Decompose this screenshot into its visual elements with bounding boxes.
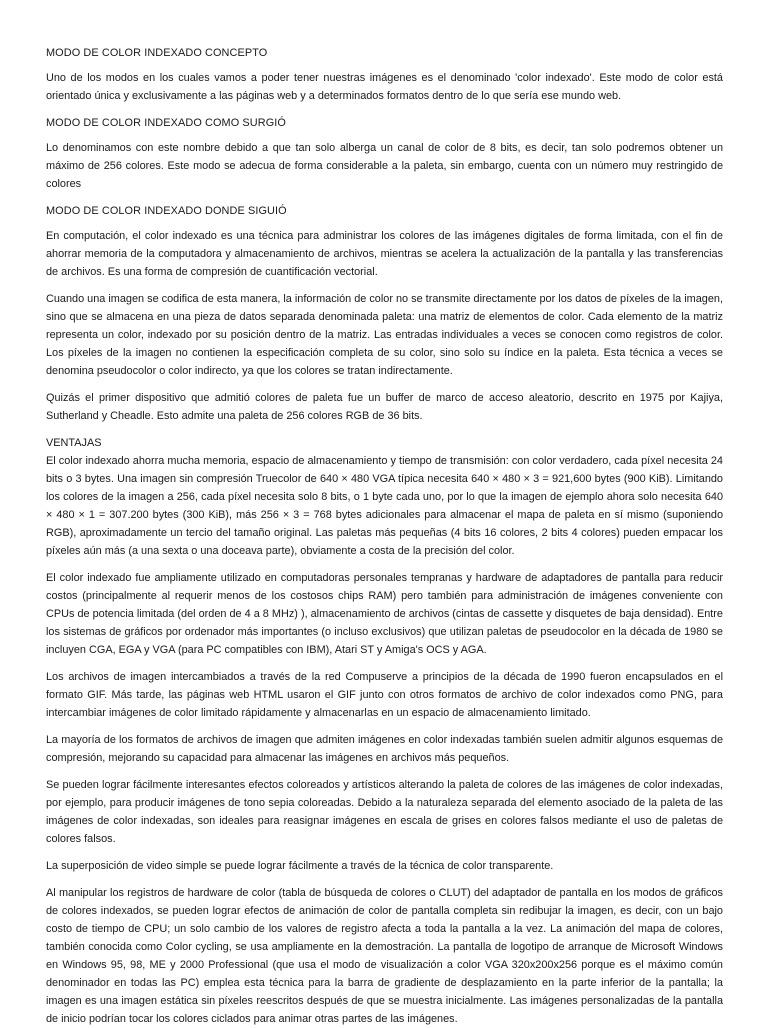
paragraph-computacion: En computación, el color indexado es una técnica para administrar los colores de las imágenes digitales de forma limitada, con el fin de ahorrar memoria de la computadora y almacenamiento de archivos, mientras se acelera la actualización de la pantalla y las transferencias de archivos. Es una forma de compresión de cuantificación vectorial. (46, 230, 723, 278)
paragraph-concepto: Uno de los modos en los cuales vamos a poder tener nuestras imágenes es el denominado 'color indexado'. Este modo de color está orientado única y exclusivamente a las páginas web y a determinados formatos dentro de lo que sería ese mundo web. (46, 72, 723, 102)
paragraph-registros-hardware: Al manipular los registros de hardware de color (tabla de búsqueda de colores o CLUT) del adaptador de pantalla en los modos de gráficos de colores indexados, se pueden lograr efectos de animación de color de pantalla completa sin redibujar la imagen, es decir, con un bajo costo de tiempo de CPU; un solo cambio de los valores de registro afecta a toda la pantalla a la vez. La animación del mapa de colores, también conocida como Color cycling, se usa ampliamente en la demostración. La pantalla de logotipo de arranque de Microsoft Windows en Windows 95, 98, ME y 2000 Professional (que usa el modo de visualización a color VGA 320x200x256 porque es el máximo común denominador en todas las PC) emplea esta técnica para la barra de gradiente de desplazamiento en la parte inferior de la pantalla; la imagen es una imagen estática sin píxeles reescritos después de que se muestra inicialmente. Las imágenes personalizadas de la pantalla de inicio podrían tocar los colores ciclados para animar otras partes de las imágenes. (46, 887, 723, 1025)
heading-donde-siguio: MODO DE COLOR INDEXADO DONDE SIGUIÓ (46, 205, 287, 217)
paragraph-efectos-coloreados: Se pueden lograr fácilmente interesantes efectos coloreados y artísticos alterando la paleta de colores de las imágenes de color indexadas, por ejemplo, para producir imágenes de tono sepia coloreadas. Debido a la naturaleza separada del elemento asociado de la paleta de las imágenes de color indexadas, son ideales para reasignar imágenes en escala de grises en colores falsos mediante el uso de paletas de colores falsos. (46, 779, 723, 845)
ventajas-block (46, 434, 723, 560)
paragraph-primer-dispositivo: Quizás el primer dispositivo que admitió colores de paleta fue un buffer de marco de acceso aleatorio, descrito en 1975 por Kajiya, Sutherland y Cheadle. Esto admite una paleta de 256 colores RGB de 36 bits. (46, 392, 723, 422)
paragraph-superposicion-video: La superposición de video simple se puede lograr fácilmente a través de la técnica de color transparente. (46, 860, 554, 872)
paragraph-codificacion: Cuando una imagen se codifica de esta manera, la información de color no se transmite directamente por los datos de píxeles de la imagen, sino que se almacena en una pieza de datos separada denominada paleta: una matriz de elementos de color. Cada elemento de la matriz representa un color, indexado por su posición dentro de la matriz. Las entradas individuales a veces se conocen como registros de color. Los píxeles de la imagen no contienen la especificación completa de su color, sino solo su índice en la paleta. Esta técnica a veces se denomina pseudocolor o color indirecto, ya que los colores se tratan indirectamente. (46, 293, 723, 377)
paragraph-computadoras-tempranas: El color indexado fue ampliamente utilizado en computadoras personales tempranas y hardware de adaptadores de pantalla para reducir costos (principalmente al requerir menos de los costosos chips RAM) pero también para administración de imágenes conveniente con CPUs de potencia limitada (del orden de 4 a 8 MHz) ), almacenamiento de archivos (cintas de cassette y disquetes de baja densidad). Entre los sistemas de gráficos por ordenador más importantes (o incluso exclusivos) que utilizan paletas de pseudocolor en la década de 1980 se incluyen CGA, EGA y VGA (para PC compatibles con IBM), Atari ST y Amiga's OCS y AGA. (46, 572, 723, 656)
paragraph-compuserve-gif: Los archivos de imagen intercambiados a través de la red Compuserve a principios de la década de 1990 fueron encapsulados en el formato GIF. Más tarde, las páginas web HTML usaron el GIF junto con otros formatos de archivo de color indexados como PNG, para intercambiar imágenes de color limitado rápidamente y almacenarlas en un espacio de almacenamiento limitado. (46, 671, 723, 719)
ventajas-label: VENTAJAS (46, 437, 102, 449)
paragraph-compresion: La mayoría de los formatos de archivos de imagen que admiten imágenes en color indexadas también suelen admitir algunos esquemas de compresión, mejorando su capacidad para almacenar las imágenes en archivos más pequeños. (46, 734, 723, 764)
heading-como-surgio: MODO DE COLOR INDEXADO COMO SURGIÓ (46, 117, 286, 129)
paragraph-ahorro-memoria: El color indexado ahorra mucha memoria, espacio de almacenamiento y tiempo de transmisión: con color verdadero, cada píxel necesita 24 bits o 3 bytes. Una imagen sin compresión Truecolor de 640 × 480 VGA típica necesita 640 × 480 × 3 = 921,600 bytes (900 KiB). Limitando los colores de la imagen a 256, cada píxel necesita solo 8 bits, o 1 byte cada uno, por lo que la imagen de ejemplo ahora solo necesita 640 × 480 × 1 = 307.200 bytes (300 KiB), más 256 × 3 = 768 bytes adicionales para almacenar el mapa de paleta en sí mismo (suponiendo RGB), aproximadamente un tercio del tamaño original. Las paletas más pequeñas (4 bits 16 colores, 2 bits 4 colores) pueden empacar los píxeles aún más (a una sexta o una doceava parte), obviamente a costa de la precisión del color. (46, 455, 723, 557)
paragraph-como-surgio: Lo denominamos con este nombre debido a que tan solo alberga un canal de color de 8 bits, es decir, tan solo podremos obtener un máximo de 256 colores. Este modo se adecua de forma considerable a la paleta, sin embargo, cuenta con un número muy restringido de colores (46, 142, 723, 190)
heading-concepto: MODO DE COLOR INDEXADO CONCEPTO (46, 47, 268, 59)
